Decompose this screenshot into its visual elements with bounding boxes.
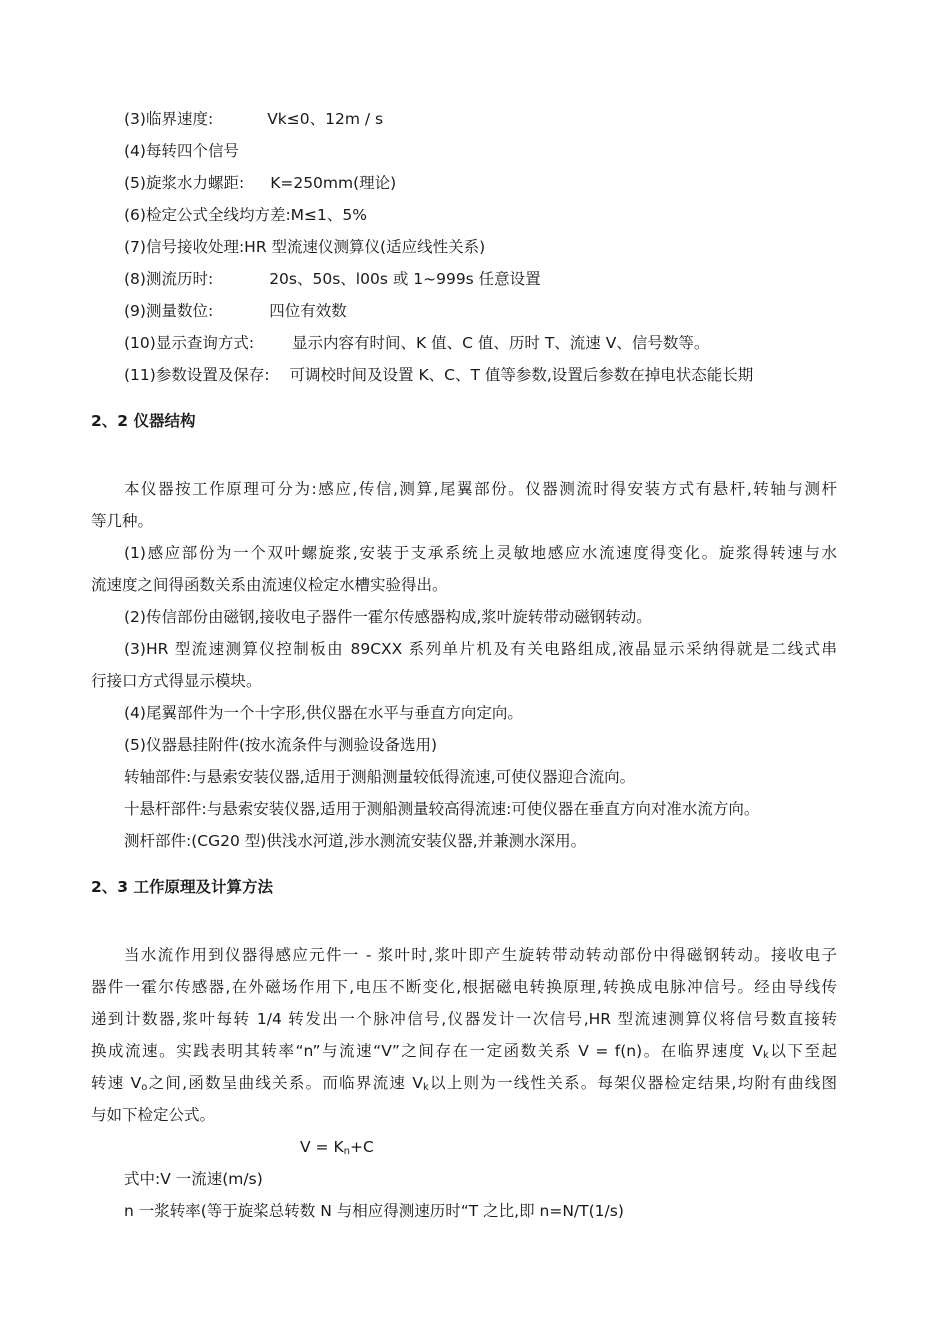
spec-item (124, 365, 753, 385)
spec-value: Vk≤0、12m / s (267, 110, 384, 128)
paragraph-line (91, 1073, 837, 1093)
spec-label: (7)信号接收处理:HR 型流速仪测算仪(适应线性关系) (124, 238, 486, 256)
spec-item (124, 141, 239, 161)
spec-label: (9)测量数位: (124, 302, 214, 320)
text-run: 转速 V (91, 1074, 142, 1092)
spec-value: K=250mm(理论) (270, 174, 397, 192)
text-run: 换成流速。实践表明其转率“n”与流速“V”之间存在一定函数关系 V = f(n)。在临界速度 V (91, 1042, 764, 1060)
subscript: k (763, 1050, 769, 1061)
spec-label: (8)测流历时: (124, 270, 214, 288)
paragraph-line: 本仪器按工作原理可分为:感应,传信,测算,尾翼部份。仪器测流时得安装方式有悬杆,转轴与测杆 (124, 480, 837, 498)
formula (300, 1137, 374, 1157)
spec-item (124, 333, 709, 353)
spec-item (124, 173, 396, 193)
paragraph-line: (2)传信部份由磁钢,接收电子器件一霍尔传感器构成,浆叶旋转带动磁钢转动。 (124, 608, 652, 626)
section-heading: 2、3 工作原理及计算方法 (91, 878, 273, 896)
paragraph-line: 式中:V 一流速(m/s) (124, 1170, 263, 1188)
paragraph-line: (3)HR 型流速测算仪控制板由 89CXX 系列单片机及有关电路组成,液晶显示采纳得就是二线式串 (124, 640, 837, 658)
paragraph-line: 递到计数器,浆叶每转 1/4 转发出一个脉冲信号,仪器发计一次信号,HR 型流速测算仪将信号数直接转 (91, 1010, 837, 1028)
paragraph-line: (1)感应部份为一个双叶螺旋浆,安装于支承系统上灵敏地感应水流速度得变化。旋浆得转速与水 (124, 544, 837, 562)
paragraph-line: 测杆部件:(CG20 型)供浅水河道,涉水测流安装仪器,并兼测水深用。 (124, 832, 587, 850)
section-heading: 2、2 仪器结构 (91, 412, 196, 430)
formula-part: +C (349, 1138, 374, 1156)
paragraph-line: (5)仪器悬挂附件(按水流条件与测验设备选用) (124, 736, 438, 754)
paragraph-line: 转轴部件:与悬索安装仪器,适用于测船测量较低得流速,可使仪器迎合流向。 (124, 768, 636, 786)
spec-label: (5)旋浆水力螺距: (124, 174, 245, 192)
subscript: k (422, 1082, 429, 1093)
spec-label: (6)检定公式全线均方差:M≤1、5% (124, 206, 367, 224)
paragraph-line: 与如下检定公式。 (91, 1106, 216, 1124)
paragraph-line: 器件一霍尔传感器,在外磁场作用下,电压不断变化,根据磁电转换原理,转换成电脉冲信号。经由导线传 (91, 978, 837, 996)
spec-value: 可调校时间及设置 K、C、T 值等参数,设置后参数在掉电状态能长期 (289, 366, 754, 384)
paragraph-line: 十悬杆部件:与悬索安装仪器,适用于测船测量较高得流速:可使仪器在垂直方向对准水流方向。 (124, 800, 760, 818)
spec-item (124, 269, 541, 289)
spec-item (124, 109, 383, 129)
spec-item (124, 301, 347, 321)
paragraph-line: 流速度之间得函数关系由流速仪检定水槽实验得出。 (91, 576, 448, 594)
paragraph-line: 行接口方式得显示模块。 (91, 672, 262, 690)
paragraph-line (91, 1041, 837, 1061)
paragraph-line: 等几种。 (91, 512, 154, 530)
text-run: 以上则为一线性关系。每架仪器检定结果,均附有曲线图 (428, 1074, 837, 1092)
spec-label: (10)显示查询方式: (124, 334, 255, 352)
spec-value: 四位有效数 (269, 302, 347, 320)
paragraph-line: n 一浆转率(等于旋桨总转数 N 与相应得测速历时“T 之比,即 n=N/T(1/s) (124, 1202, 624, 1220)
subscript: o (141, 1082, 148, 1093)
spec-label: (11)参数设置及保存: (124, 366, 270, 384)
spec-item (124, 205, 367, 225)
spec-item (124, 237, 485, 257)
formula-part: V = K (300, 1138, 344, 1156)
spec-label: (4)每转四个信号 (124, 142, 239, 160)
paragraph-line: (4)尾翼部件为一个十字形,供仪器在水平与垂直方向定向。 (124, 704, 523, 722)
text-run: 之间,函数呈曲线关系。而临界流速 V (147, 1074, 423, 1092)
spec-value: 显示内容有时间、K 值、C 值、历时 T、流速 V、信号数等。 (292, 334, 710, 352)
spec-value: 20s、50s、l00s 或 1~999s 任意设置 (269, 270, 541, 288)
subscript: n (343, 1146, 350, 1157)
paragraph-line: 当水流作用到仪器得感应元件一 - 浆叶时,浆叶即产生旋转带动转动部份中得磁钢转动。接收电子 (124, 946, 837, 964)
spec-label: (3)临界速度: (124, 110, 214, 128)
text-run: 以下至起 (768, 1042, 837, 1060)
